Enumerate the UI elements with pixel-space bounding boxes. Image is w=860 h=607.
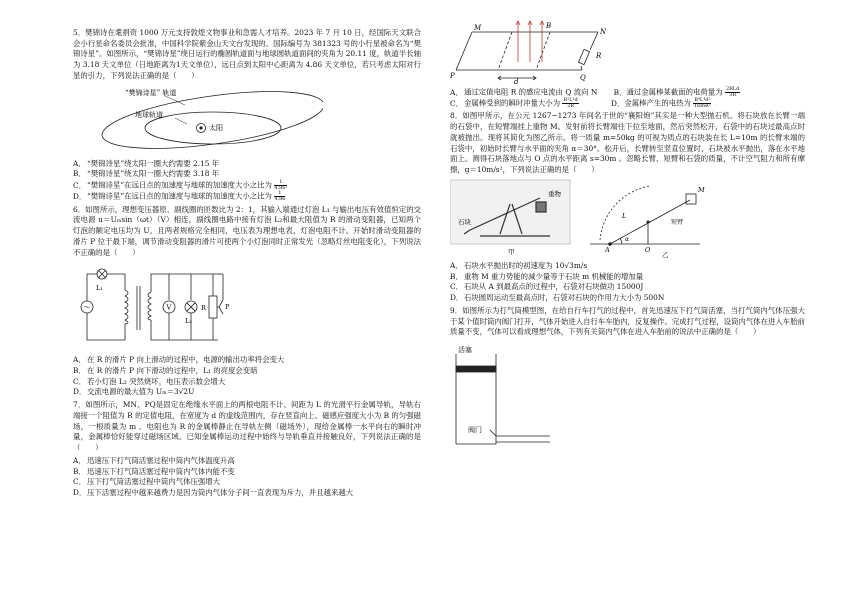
question-5-stem: 5．樊锦诗在耄捐资 1000 万元支持敦煌文物事业和急需人才培养。2023 年 7 月 10 日，经国际天文联合会小行星命名委员会批准，中国科学院紫金山天文台发现的、国际编号为 381323 号的小行星被命名为“樊锦诗星”。如图所示，“樊锦诗星”绕日运行的椭圆轨道面与地球圆轨道面间的夹角为 20.11 度，轨道半长轴为 3.18 天文单位（日地距离为1天文单位），远日点到太阳中心距离为 4.86 天文单位，若只考虑太阳对行星的引力，下列说法正确的是（ ） bbox=[73, 28, 421, 80]
label-d: d bbox=[514, 78, 519, 84]
asteroid-orbit-label: “樊锦诗星” 轨道 bbox=[125, 88, 177, 97]
q9-option-d: D．压下活塞过程中越来越费力是因为筒内气体分子间一直表现为斥力，并且越来越大 bbox=[73, 488, 354, 498]
question-9-stem: 9．如图所示为打气筒模型图，在给自行车打气的过程中，首先迅速压下打气筒活塞，当打气筒内气体压强大于某个值时筒内阀门打开，气体开始进入自行车车胎内，反复操作。完成打气过程，设筒内气体在进入车胎前质量不变，气体可以看成理想气体，下列有关筒内气体在进入车胎前的说法中正确的是（ ） bbox=[450, 305, 805, 337]
question-7-stem: 7．如图所示，MN、PQ是固定在绝缘水平面上的两根电阻不计、间距为 L 的光滑平行金属导轨，导轨右端接一个阻值为 R 的定值电阻，在宽度为 d 的虚线范围内，存在竖直向上、磁感应强度大小为 B 的匀强磁场，一根质量为 m 、电阻也为 R 的金属棒静止在导轨左侧（磁场外），现给金属棒一水平向右的瞬时冲量，金属棒恰好能穿过磁场区域。已知金属棒运动过程中始终与导轨垂直并接触良好，下列说法正确的是（ ） bbox=[73, 400, 421, 453]
q7-option-c: C．金属棒受到的瞬时冲量大小为 $\frac{\text{B²L²d}}{2R}$ D．金属棒产生的电热为 $\frac{\text{B⁴L⁴d²}}{\text{16mR²}}$ bbox=[450, 97, 711, 110]
q7-option-a: A．通过定值电阻 R 的感应电流由 Q 流向 N B．通过金属棒某截面的电荷量为 $\frac{\text{2BLd}}{3R}$ bbox=[450, 86, 740, 98]
fraction: $\frac{1}{\text{4.86²}}$ bbox=[274, 179, 288, 192]
q8-option-a: A．石块水平抛出时的初速度为 10√3m/s bbox=[450, 260, 588, 270]
stone-label: 石块 bbox=[458, 217, 471, 226]
valve-label: 阀门 bbox=[468, 426, 482, 435]
label-b: B bbox=[546, 22, 552, 30]
q9-option-a: A．迅速压下打气筒活塞过程中筒内气体温度升高 bbox=[73, 455, 235, 465]
label-a: A bbox=[605, 245, 610, 254]
label-l: L bbox=[622, 211, 627, 220]
q8-option-d: D．石块圆周运动至最高点时，石袋对石块的作用力大小为 500N bbox=[450, 293, 665, 303]
trebuchet-figure bbox=[450, 178, 805, 258]
q8-option-c: C．石块从 A 到最高点的过程中，石袋对石块做功 15000J bbox=[450, 282, 644, 292]
question-5 bbox=[73, 28, 421, 203]
label-o: O bbox=[645, 245, 651, 254]
question-7 bbox=[73, 400, 421, 454]
piston-label: 活塞 bbox=[458, 346, 472, 355]
label-p: P bbox=[450, 72, 455, 80]
label-n: N bbox=[600, 28, 607, 36]
fraction: $\frac{\text{B⁴L⁴d²}}{\text{16mR²}}$ bbox=[693, 97, 711, 110]
q9-option-b: B．迅速压下打气筒活塞过程中筒内气体内能不变 bbox=[73, 466, 235, 476]
q9-option-c: C．压下打气筒活塞过程中筒内气体压强增大 bbox=[73, 477, 221, 487]
label-r: R bbox=[596, 52, 602, 60]
pump-figure bbox=[450, 340, 805, 452]
voltmeter-label: V bbox=[166, 303, 172, 312]
question-9 bbox=[450, 306, 805, 452]
right-column bbox=[450, 22, 805, 455]
q6-option-b: B．在 R 的滑片 P 向下滑动的过程中，L₁ 的亮度会变暗 bbox=[73, 366, 258, 376]
rails-figure bbox=[450, 18, 805, 84]
label-m: M bbox=[698, 185, 705, 194]
question-6 bbox=[73, 205, 421, 399]
left-column bbox=[73, 28, 421, 499]
fraction: $\frac{1}{4.86}$ bbox=[274, 190, 286, 203]
q8-option-b: B．重物 M 重力势能的减少量等于石块 m 机械能的增加量 bbox=[450, 271, 644, 281]
fraction: $\frac{\text{B²L²d}}{2R}$ bbox=[563, 97, 578, 110]
question-8 bbox=[450, 111, 805, 303]
figure-yi-label: 乙 bbox=[662, 250, 669, 258]
q6-option-a: A．在 R 的滑片 P 向上滑动的过程中，电源的输出功率将会变大 bbox=[73, 355, 285, 365]
q5-option-c: C．“樊锦诗星”在远日点的加速度与地球的加速度大小之比为 $\frac{1}{\text{4.86²}}$ bbox=[73, 179, 288, 192]
ac-source-icon: ～ bbox=[83, 303, 91, 312]
rheostat-label: R bbox=[201, 304, 206, 313]
short-arm-label: 短臂 bbox=[671, 218, 684, 226]
question-8-stem: 8．如图甲所示，在公元 1267~1273 年间名于世的“襄阳炮”其实是一种大型抛石机。将石块放在长臂一端的石袋中，在短臂端挂上重物 M。发射前将长臂端往下拉至地面，然后突然松开，石袋中的石块过最高点时就被抛出。现将其简化为图乙所示。将一质量 m=50kg 的可视为质点的石块装在长 L=10m 的长臂末端的石袋中，初始时长臂与水平面的夹角 α＝30°。松开后，长臂转至竖直位置时，石块被水平抛出，落在水平地面上。测得石块落地点与 O 点的水平距离 s=30m 。忽略长臂、短臂和石袋的质量，不计空气阻力和所有摩擦，g＝10m/s²，下列说法正确的是（ ） bbox=[450, 111, 805, 175]
label-q: Q bbox=[580, 74, 586, 82]
q6-option-c: C．若小灯泡 L₂ 突然烧坏，电压表示数会增大 bbox=[73, 376, 226, 386]
lamp-l2-label: L₂ bbox=[185, 317, 192, 326]
label-alpha: α bbox=[625, 235, 630, 243]
transformer-circuit-figure bbox=[73, 260, 421, 352]
sun-label: 太阳 bbox=[209, 123, 223, 132]
question-9-options bbox=[73, 456, 421, 499]
earth-orbit-label: 地球轨道 bbox=[135, 110, 163, 119]
q5-option-a: A．“樊锦诗星”绕太阳一圈大约需要 2.15 年 bbox=[73, 158, 220, 168]
orbit-figure bbox=[73, 84, 421, 156]
question-6-stem: 6．如图所示，理想变压器原、副线圈的匝数比为 2：1，其输入端通过灯泡 L₁ 与输出电压有效值恒定的交流电源 u＝Uₘsin（ωt）（V）相连，副线圈电路中接有灯泡 L₂和最大阻值为 R 的滑动变阻器，已知两个灯泡的额定电压均为 U，且两者规格完全相同，电压表为理想电表，灯泡电阻不计。开始时滑动变阻器的滑片 P 位于最下端，调节滑动变阻器的滑片可使两个小灯泡同时正常发光（忽略灯丝电阻变化），下列说法不正确的是（ ） bbox=[73, 204, 421, 257]
q6-option-d: D．交流电源的最大值为 Uₘ＝3√2U bbox=[73, 387, 195, 397]
q5-option-d: D．“樊锦诗星”在远日点的加速度与地球的加速度大小之比为 $\frac{1}{4.86}$ bbox=[73, 190, 286, 203]
q5-option-b: B．“樊锦诗星”绕太阳一圈大约需要 3.18 年 bbox=[73, 169, 220, 179]
label-m: M bbox=[474, 24, 482, 32]
lamp-l1-label: L₁ bbox=[96, 284, 103, 293]
fraction: $\frac{\text{2BLd}}{3R}$ bbox=[725, 86, 740, 98]
slider-label: P bbox=[225, 303, 230, 312]
weight-label: 重物 bbox=[548, 189, 561, 198]
figure-jia-label: 甲 bbox=[508, 247, 515, 256]
